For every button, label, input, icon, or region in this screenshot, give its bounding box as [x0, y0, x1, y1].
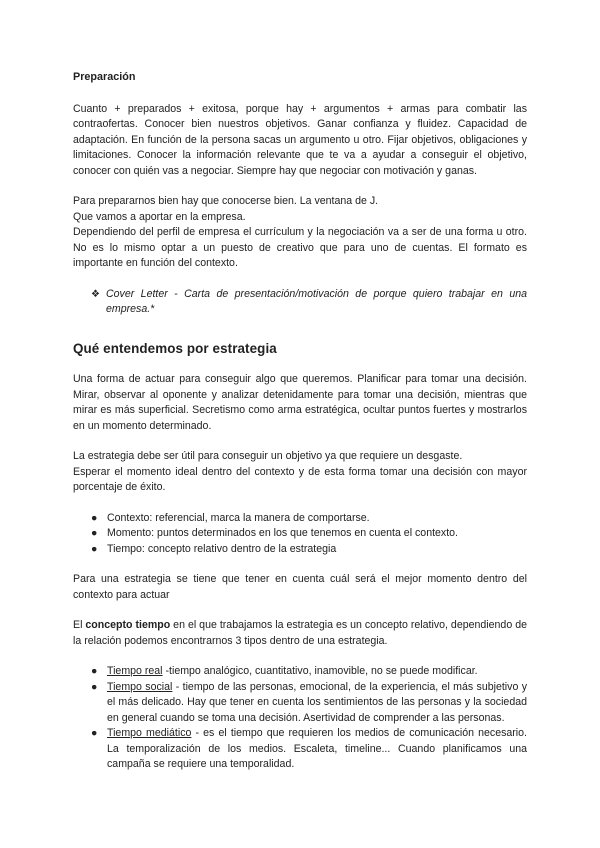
- bullet-list-context: [73, 511, 527, 558]
- bullet-icon: ●: [91, 542, 98, 555]
- paragraph-line: Dependiendo del perfil de empresa el currículum y la negociación va a ser de una forma u otro. No es lo mismo optar a un puesto de creativo que para uno de cuentas. El formato es importante en función del contexto.: [73, 226, 527, 269]
- bullet-icon: ●: [91, 680, 98, 693]
- note-item: [73, 287, 527, 318]
- paragraph-momento: Para una estrategia se tiene que tener en cuenta cuál será el mejor momento dentro del contexto para actuar: [73, 573, 527, 601]
- note-text: Cover Letter - Carta de presentación/motivación de porque quiero trabajar en una empresa.*: [106, 287, 527, 315]
- list-item: ● Contexto: referencial, marca la manera de comportarse.: [73, 511, 527, 527]
- list-item: ● Tiempo real -tiempo analógico, cuantitativo, inamovible, no se puede modificar.: [73, 664, 527, 680]
- section-heading-preparacion: Preparación: [73, 71, 136, 83]
- underlined-term: Tiempo social: [107, 680, 173, 693]
- bold-term: concepto tiempo: [85, 619, 171, 631]
- paragraph-line: La estrategia debe ser útil para conseguir un objetivo ya que requiere un desgaste.: [73, 450, 463, 462]
- bullet-icon: ●: [91, 511, 98, 524]
- list-item: ● Tiempo social - tiempo de las personas, emocional, de la experiencia, el más subjetivo y el más delicado. Hay que tener en cuenta los sentimientos de las personas y la sociedad en general cuando se toma una decisión. Asertividad de comprender a las personas.: [73, 680, 527, 727]
- list-item: ● Tiempo: concepto relativo dentro de la estrategia: [73, 542, 527, 558]
- paragraph-preparacion-intro: Cuanto + preparados + exitosa, porque hay + argumentos + armas para combatir las contraofertas. Conocer bien nuestros objetivos. Ganar confianza y fluidez. Capacidad de adaptación. En función de la persona sacas un argumento u otro. Fijar objetivos, obligaciones y limitaciones. Conocer la información relevante que te va a ayudar a conseguir el objetivo, conocer con quién vas a negociar. Siempre hay que negociar con motivación y ganas.: [73, 102, 527, 177]
- underlined-term: Tiempo real: [107, 665, 163, 677]
- bullet-list-tiempos: [73, 664, 527, 773]
- paragraph-concepto-tiempo: El concepto tiempo en el que trabajamos la estrategia es un concepto relativo, dependiendo de la relación podemos encontrarnos 3 tipos dentro de una estrategia.: [73, 619, 527, 647]
- paragraph-line: Para prepararnos bien hay que conocerse bien. La ventana de J.: [73, 195, 379, 207]
- section-heading-estrategia: Qué entendemos por estrategia: [73, 340, 277, 356]
- list-item: ● Momento: puntos determinados en los que tenemos en cuenta el contexto.: [73, 526, 527, 542]
- bullet-icon: ●: [91, 727, 98, 739]
- bullet-icon: ●: [91, 527, 98, 539]
- paragraph-line: Que vamos a aportar en la empresa.: [73, 210, 246, 223]
- list-item: ● Tiempo mediático - es el tiempo que requieren los medios de comunicación necesario. La temporalización de los medios. Escaleta, timeline... Cuando planificamos una campaña se requiere una temporalidad.: [73, 726, 527, 773]
- diamond-bullet-icon: ❖: [91, 288, 100, 300]
- bullet-icon: ●: [91, 665, 98, 677]
- document-page: [73, 70, 527, 773]
- paragraph-estrategia-definition: Una forma de actuar para conseguir algo que queremos. Planificar para tomar una decisión. Mirar, observar al oponente y analizar detenidamente para tomar una decisión, mientras que mirar es más superficial. Secretismo como arma estratégica, ocultar puntos fuertes y mostrarlos en un momento determinado.: [73, 373, 527, 432]
- paragraph-line: Esperar el momento ideal dentro del contexto y de esta forma tomar una decisión con mayor porcentaje de éxito.: [73, 465, 527, 493]
- underlined-term: Tiempo mediático: [107, 727, 192, 739]
